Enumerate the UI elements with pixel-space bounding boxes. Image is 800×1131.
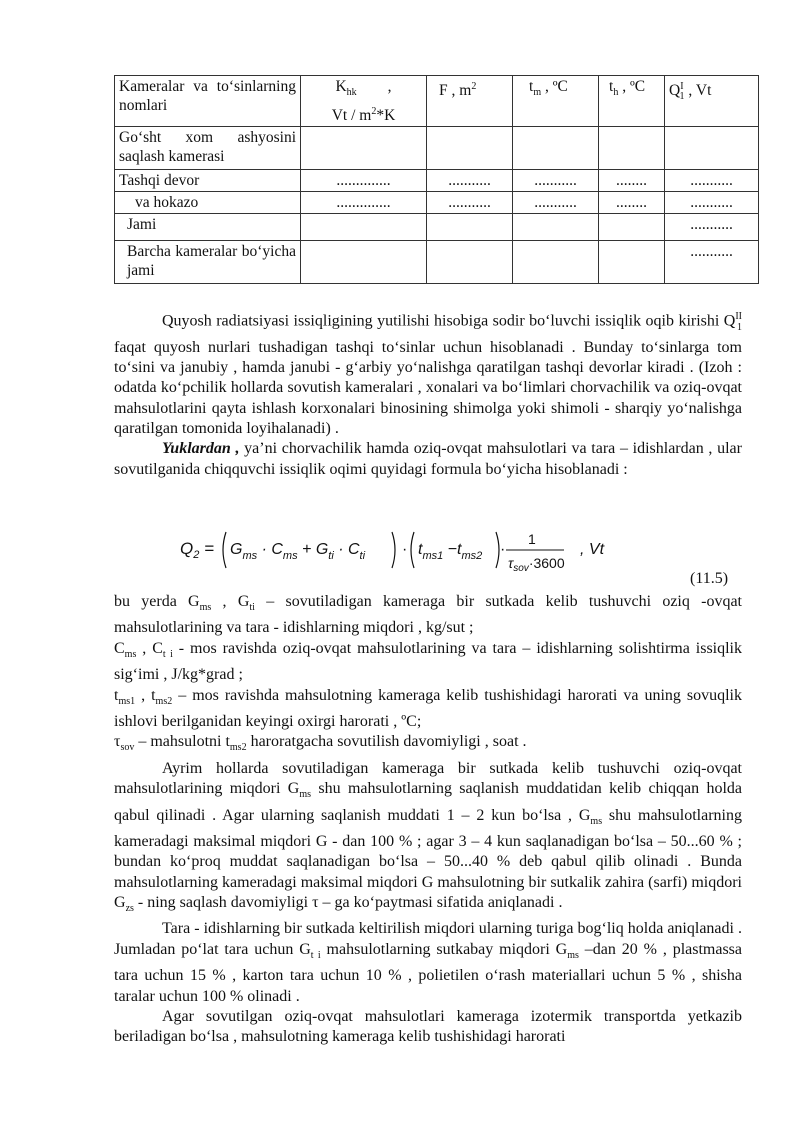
table-row <box>115 192 759 214</box>
paragraph: Quyosh radiatsiyasi issiqligining yutilishi hisobiga sodir bo‘luvchi issiqlik oqib kirishi $Q^{II}_1$ faqat quyosh nurlari tushadigan tashqi to‘sinlar uchun hisoblanadi . Bunday to‘sinlarga tom to‘sini va janubiy , hamda janubi - g‘arbiy yo‘nalishga qaratilgan tashqi devorlar kiradi . (Izoh : odatda ko‘pchilik hollarda sovutish kameralari , xonalari va bo‘limlari chorvachilik va oziq-ovqat mahsulotlarini qayta ishlash korxonalari binosining shimolga yoki shimoli - sharqiy yo‘nalishga qaratilgan tomonida loyihalanadi) . <box>114 311 742 437</box>
paragraph: Ayrim hollarda sovutiladigan kameraga bir sutkada kelib tushuvchi oziq-ovqat mahsulotlarining miqdori $G_{ms}$ shu mahsulotlarning saqlanish muddatidan kelib chiqqan holda qabul qilinadi . Agar ularning saqlanish muddati 1 – 2 kun bo‘lsa , $G_{ms}$ shu mahsulotlarning kameradagi maksimal miqdori G - dan 100 % ; agar 3 – 4 kun saqlanadigan bo‘lsa – 50...60 % ; bundan ko‘proq muddat saqlanadigan bo‘lsa – 50...40 % deb qabul qilib olinadi . Bunda mahsulotlarning kameradagi maksimal miqdori G mahsulotning bir sutkalik zahira (sarfi) miqdori $G_{zs}$ - ning saqlash davomiyligi τ – ga ko‘paytmasi sifatida aniqlanadi . <box>114 759 742 915</box>
table-row <box>115 214 759 241</box>
formula-text: $\tau_{sov}\cdot 3600$ <box>508 555 565 574</box>
row-label: Go‘sht xom ashyosini saqlash kamerasi <box>115 127 301 170</box>
table-cell: ........ <box>599 170 665 192</box>
table-cell: ........... <box>427 170 513 192</box>
table-cell: ........... <box>513 192 599 214</box>
table-cell: ........... <box>665 170 759 192</box>
body-text <box>114 592 742 1047</box>
formula-text: $t_{ms1} -t_{ms2}$ <box>418 541 483 562</box>
formula-text: $Q_2$ = <box>180 539 215 561</box>
definition: $\tau_{sov}$ – mahsulotni $t_{ms2}$ haroratgacha sovutilish davomiyligi , soat . <box>114 733 527 754</box>
definition: $C_{ms}$ , $C_{t i}$ - mos ravishda oziq-ovqat mahsulotlarining va tara – idishlarning solishtirma issiqlik sig‘imi , J/kg*grad ; <box>114 639 743 684</box>
formula-11-5 <box>180 522 620 576</box>
header-k: $K_{hk}$ , Vt / $m^2*K$ <box>301 76 427 127</box>
svg-text:·: · <box>500 541 506 558</box>
paragraph: Tara - idishlarning bir sutkada keltirilish miqdori ularning turiga bog‘liq holda aniqlanadi . Jumladan po‘lat tara uchun $G_{t i}$ mahsulotlarning sutkabay miqdori $G_{ms}$ –dan 20 % , plastmassa tara uchun 15 % , karton tara uchun 10 % , polietilen o‘rash materiallari uchun 5 % , shisha taralar uchun 100 % olinadi . <box>114 920 743 1005</box>
header-chambers: Kameralar va to‘sinlarning nomlari <box>115 76 301 127</box>
table-cell: ........... <box>665 241 759 284</box>
header-th: $t_h$ , ºC <box>599 76 665 127</box>
row-label: va hokazo <box>115 192 301 214</box>
definition: bu yerda $G_{ms}$ , $G_{ti}$ – sovutiladigan kameraga bir sutkada kelib tushuvchi oziq -ovqat mahsulotlarining va tara - idishlarning miqdori , kg/sut ; <box>114 593 743 637</box>
table-cell: ........ <box>599 192 665 214</box>
definition: $t_{ms1}$ , $t_{ms2}$ – mos ravishda mahsulotning kameraga kelib tushishidagi harorati va uning sovuqlik ishlovi berilganidan keyingi oxirgi harorati , ºC; <box>114 686 742 731</box>
row-label: Barcha kameralar bo‘yicha jami <box>115 241 301 284</box>
table-cell: .............. <box>301 170 427 192</box>
table-row <box>115 127 759 170</box>
svg-text:·: · <box>402 541 408 558</box>
table-row <box>115 241 759 284</box>
table-cell: ........... <box>513 170 599 192</box>
body-text <box>114 307 742 480</box>
header-q: $Q^I_1$ , Vt <box>665 76 759 127</box>
table-cell: ........... <box>427 192 513 214</box>
svg-text:1: 1 <box>528 531 536 547</box>
table-header-row <box>115 76 759 127</box>
paragraph: Yuklardan , ya’ni chorvachilik hamda oziq-ovqat mahsulotlari va tara – idishlardan , ular sovutilganida chiqquvchi issiqlik oqimi quyidagi formula bo‘yicha hisoblanadi : <box>114 440 742 478</box>
table-cell: ........... <box>665 214 759 241</box>
table-cell: .............. <box>301 192 427 214</box>
paragraph: Agar sovutilgan oziq-ovqat mahsulotlari kameraga izotermik transportda yetkazib beriladigan bo‘lsa , mahsulotning kameraga kelib tushishidagi harorati <box>114 1007 742 1046</box>
row-label: Jami <box>115 214 301 241</box>
equation-number: (11.5) <box>690 570 729 587</box>
formula-text: $G_{ms} \cdot C_{ms} + G_{ti} \cdot C_{ti}$ <box>230 541 366 562</box>
svg-text:, Vt: , Vt <box>580 541 605 558</box>
header-tm: $t_m$ , ºC <box>513 76 599 127</box>
heat-load-table <box>114 75 759 284</box>
header-f: F , $m^2$ <box>427 76 513 127</box>
row-label: Tashqi devor <box>115 170 301 192</box>
table-cell: ........... <box>665 192 759 214</box>
table-row <box>115 170 759 192</box>
